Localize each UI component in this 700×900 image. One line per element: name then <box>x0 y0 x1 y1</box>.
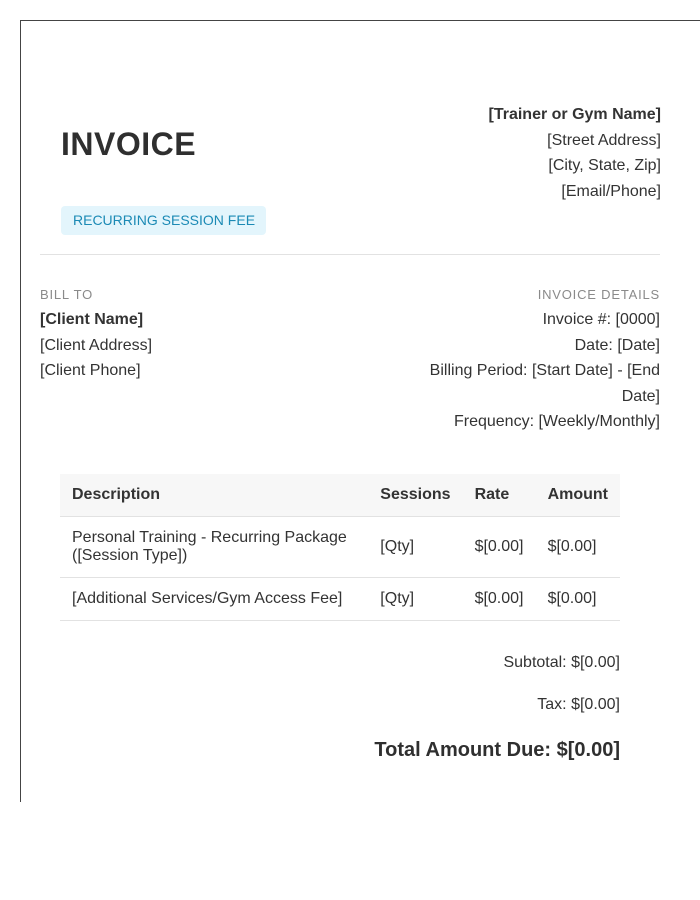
sender-info <box>489 102 662 204</box>
table-row <box>60 578 620 621</box>
row-description: Personal Training - Recurring Package ([Session Type]) <box>60 517 368 578</box>
bill-to-block <box>40 286 152 384</box>
row-sessions: [Qty] <box>368 517 462 578</box>
invoice-header <box>61 21 661 255</box>
sender-city: [City, State, Zip] <box>548 157 661 174</box>
column-header-description: Description <box>60 474 368 517</box>
page-title: INVOICE <box>61 126 197 162</box>
invoice-details-block <box>420 286 660 435</box>
row-description: [Additional Services/Gym Access Fee] <box>60 578 368 621</box>
billing-frequency: Frequency: [Weekly/Monthly] <box>453 413 660 430</box>
table-row <box>60 517 620 578</box>
invoice-date: Date: [Date] <box>574 336 660 354</box>
total-amount-due: Total Amount Due: $[0.00] <box>374 739 620 761</box>
billing-period: Billing Period: [Start Date] - [End Date] <box>429 362 660 405</box>
header-divider <box>40 254 660 255</box>
tax: Tax: $[0.00] <box>537 696 620 713</box>
client-address: [Client Address] <box>40 336 153 354</box>
row-amount: $[0.00] <box>536 578 620 621</box>
sender-contact: [Email/Phone] <box>561 182 661 200</box>
sender-street: [Street Address] <box>547 131 661 149</box>
client-name: [Client Name] <box>40 311 144 328</box>
invoice-number: Invoice #: [0000] <box>542 311 660 328</box>
invoice-type-badge: RECURRING SESSION FEE <box>61 206 266 235</box>
row-rate: $[0.00] <box>463 517 536 578</box>
row-sessions: [Qty] <box>368 578 462 621</box>
column-header-rate: Rate <box>463 474 536 517</box>
row-rate: $[0.00] <box>463 578 536 621</box>
bill-to-label: BILL TO <box>40 287 94 302</box>
table-header-row <box>60 474 620 517</box>
subtotal: Subtotal: $[0.00] <box>503 654 620 671</box>
client-phone: [Client Phone] <box>40 362 141 379</box>
column-header-amount: Amount <box>536 474 620 517</box>
totals-section <box>374 648 620 765</box>
sender-name: [Trainer or Gym Name] <box>488 106 661 123</box>
invoice-details-label: INVOICE DETAILS <box>537 287 660 302</box>
column-header-sessions: Sessions <box>368 474 462 517</box>
row-amount: $[0.00] <box>536 517 620 578</box>
line-items-table <box>60 474 620 621</box>
